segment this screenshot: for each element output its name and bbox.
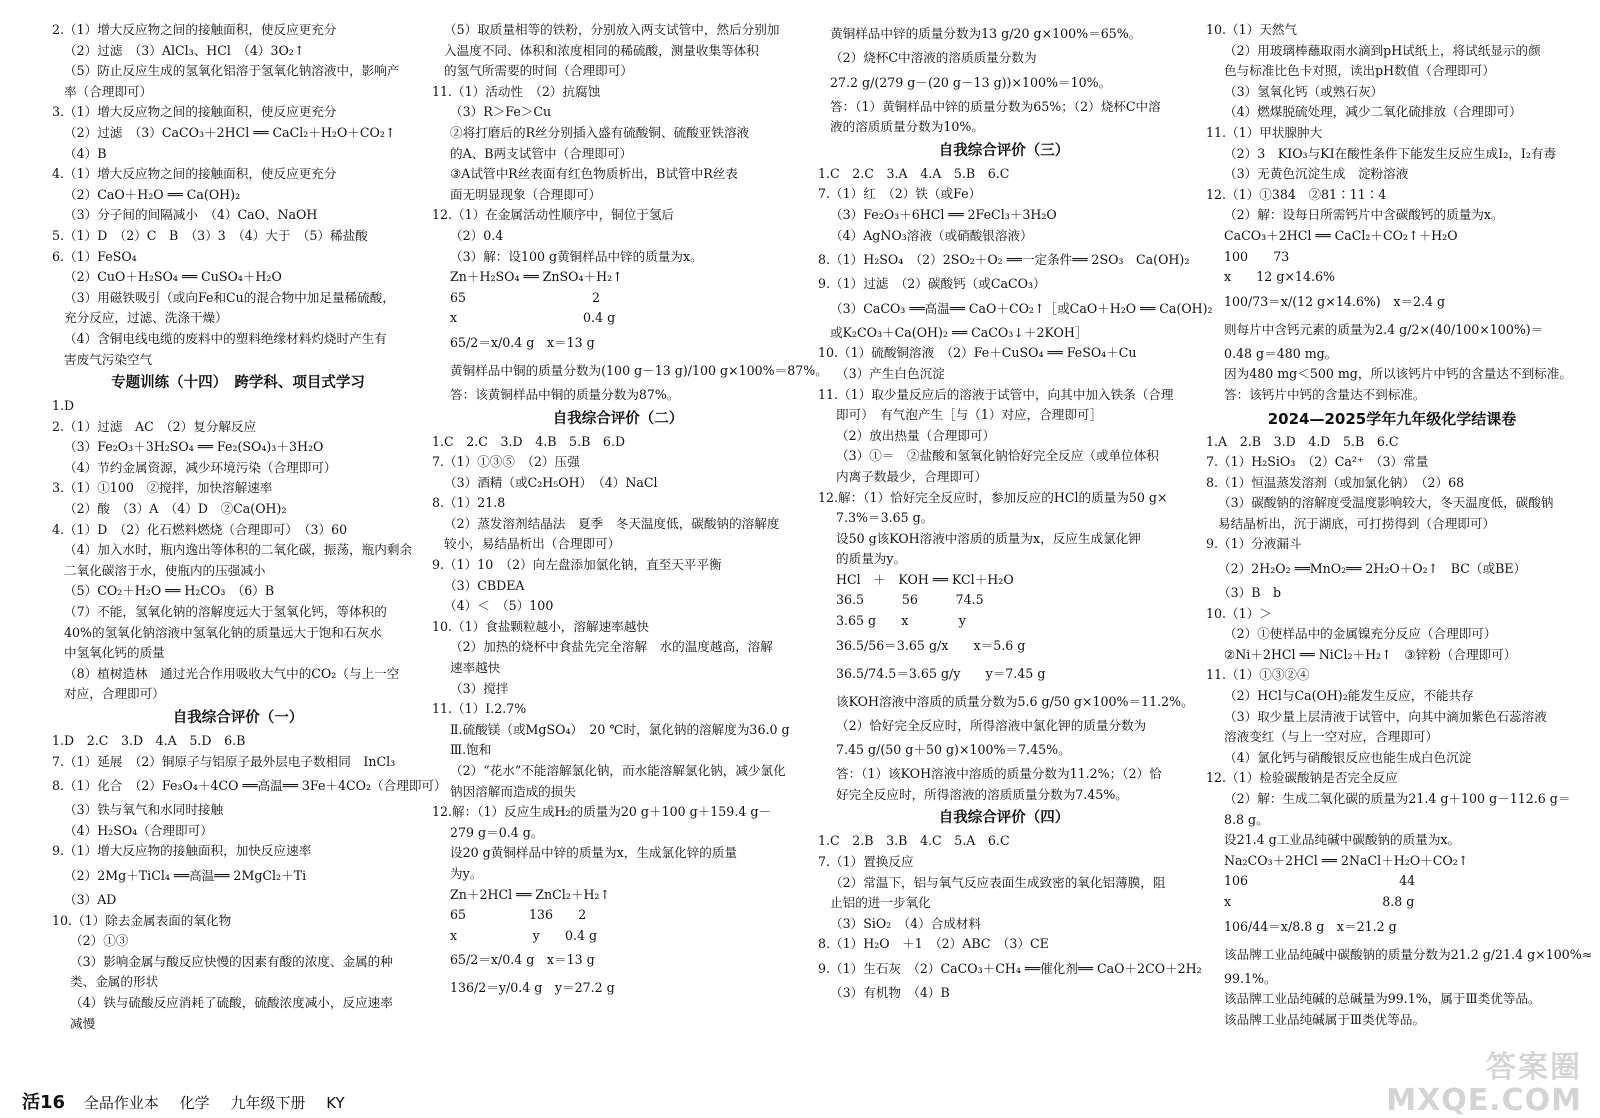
answer-line: （2）恰好完全反应时，所得溶液中氯化钾的质量分数为 (836, 717, 1147, 733)
answer-line: 136/2＝y/0.4 g y＝27.2 g (450, 980, 615, 996)
answer-line: （3）影响金属与酸反应快慢的因素有酸的浓度、金属的种 (70, 953, 393, 969)
answer-line: （3）Fe₂O₃＋6HCl ══ 2FeCl₃＋3H₂O (830, 206, 1057, 222)
answer-line: 8.（1）21.8 (432, 495, 506, 511)
answer-line: 10.（1）食盐颗粒越小，溶解速率越快 (432, 618, 649, 634)
answer-line: 3.（1）①100 ②搅拌，加快溶解速率 (52, 480, 273, 496)
answer-line: （2）0.4 (450, 227, 504, 243)
answer-line: 2.（1）增大反应物之间的接触面积，使反应更充分 (52, 22, 337, 37)
answer-line: 11.（1）取少量反应后的溶液于试管中，向其中加入铁条（合理 (818, 386, 1174, 402)
answer-line: （4）节约金属资源，减少环境污染（合理即可） (64, 459, 337, 475)
answer-line: 钠因溶解而造成的损失 (450, 783, 576, 799)
answer-line: 9.（1）分液漏斗 (1206, 536, 1302, 552)
answer-line: 该品牌工业品纯碱属于Ⅲ类优等品。 (1224, 1011, 1426, 1027)
answer-line: （2）“花水”不能溶解氯化钠，而水能溶解氯化钠，减少氯化 (450, 763, 786, 778)
answer-line: 类、金属的形状 (70, 974, 159, 990)
answer-line: Zn＋H₂SO₄ ══ ZnSO₄＋H₂↑ (450, 269, 623, 285)
answer-line: 65 136 2 (450, 907, 587, 923)
answer-line: （4）氯化钙与硝酸银反应也能生成白色沉淀 (1224, 749, 1472, 765)
answer-line: （5）CO₂＋H₂O ══ H₂CO₃ （6）B (64, 583, 275, 599)
answer-line: （2）CuO＋H₂SO₄ ══ CuSO₄＋H₂O (64, 269, 282, 285)
answer-line: 12.（1）①384 ②81∶11∶4 (1206, 186, 1387, 202)
answer-line: 106 44 (1224, 873, 1416, 889)
answer-line: ②Ni＋2HCl ══ NiCl₂＋H₂↑ ③锌粉（合理即可） (1224, 646, 1517, 662)
answer-line: 7.（1）红 （2）铁（或Fe） (818, 186, 982, 202)
answer-line: 8.8 g。 (1224, 811, 1269, 827)
answer-line: 6.（1）FeSO₄ (52, 248, 137, 264)
watermark-text: 答案圈 (1486, 1050, 1582, 1085)
section-heading: 专题训练（十四） 跨学科、项目式学习 (111, 375, 365, 392)
answer-line: 40%的氢氧化钠溶液中氢氧化钠的质量远大于饱和石灰水 (64, 624, 382, 640)
answer-line: 溶液变红（与上一空对应，合理即可） (1224, 729, 1439, 745)
answer-line: （5）防止反应生成的氢氧化铝溶于氢氧化钠溶液中，影响产 (64, 63, 400, 79)
answer-line: 设50 g该KOH溶液中溶质的质量为x，反应生成氯化钾 (836, 530, 1141, 546)
answer-line: 害废气污染空气 (64, 351, 153, 367)
answer-line: 中氢氧化钙的质量 (64, 645, 165, 661)
answer-line: （3）搅拌 (450, 680, 509, 696)
answer-line: 12.解：（1）反应生成H₂的质量为20 g＋100 g＋159.4 g－ (432, 804, 771, 820)
answer-line: 4.（1）增大反应物之间的接触面积，使反应更充分 (52, 166, 337, 182)
grade-label: 九年级下册 (230, 1094, 306, 1112)
section-heading: 自我综合评价（一） (172, 710, 304, 726)
answer-line: 12.解：（1）恰好完全反应时，参加反应的HCl的质量为50 g× (818, 489, 1168, 505)
answer-line: 的质量为y。 (836, 551, 907, 567)
answer-line: 入温度不同、体积和浓度相同的稀硫酸，测量收集等体积 (444, 42, 759, 58)
edition-label: KY (326, 1094, 345, 1112)
answer-line: （7）不能，氢氧化钠的溶解度远大于氢氧化钙，等体积的 (64, 604, 387, 620)
answer-line: 好完全反应时，所得溶液的溶质质量分数为7.45%。 (836, 786, 1128, 802)
answer-line: （3）①＝ ②盐酸和氢氧化钠恰好完全反应（或单位体积 (836, 448, 1159, 464)
answer-line: 100/73＝x/(12 g×14.6%) x＝2.4 g (1224, 293, 1446, 309)
answer-line: 11.（1）活动性 （2）抗腐蚀 (432, 83, 601, 99)
answer-line: Ⅲ.饱和 (450, 742, 492, 758)
answer-line: （3）CBDEA (444, 577, 525, 593)
answer-line: ③A试管中R丝表面有红色物质析出，B试管中R丝表 (450, 166, 738, 182)
answer-line: （2）CaO＋H₂O ══ Ca(OH)₂ (64, 186, 241, 202)
answer-line: （2）①使样品中的金属镍充分反应（合理即可） (1224, 626, 1497, 642)
section-heading: 2024—2025学年九年级化学结课卷 (1267, 409, 1517, 428)
answer-line: 279 g＝0.4 g。 (450, 824, 544, 840)
answer-line: CaCO₃＋2HCl ══ CaCl₂＋CO₂↑＋H₂O (1224, 227, 1458, 243)
answer-line: 12.（1）检验碳酸钠是否完全反应 (1206, 770, 1398, 786)
answer-line: 答：（1）黄铜样品中锌的质量分数为65%；（2）烧杯C中溶 (830, 98, 1161, 114)
answer-line: 答：该黄铜样品中铜的质量分数为87%。 (450, 386, 680, 402)
answer-line: （2）过滤 （3）CaCO₃＋2HCl ══ CaCl₂＋H₂O＋CO₂↑ (64, 124, 396, 140)
answer-line: （2）放出热量（合理即可） (836, 427, 996, 443)
answer-line: 色与标准比色卡对照，读出pH数值（合理即可） (1224, 63, 1495, 79)
answer-line: 9.（1）10 （2）向左盘添加氯化钠，直至天平平衡 (432, 557, 722, 573)
answer-line: 易结晶析出，沉于湖底，可打捞得到（合理即可） (1218, 515, 1496, 531)
section-heading: 自我综合评价（四） (938, 810, 1070, 827)
section-heading: 自我综合评价（二） (552, 410, 684, 427)
answer-line: （2）2Mg＋TiCl₄ ══高温══ 2MgCl₂＋Ti (64, 867, 307, 883)
answer-line: 因为480 mg＜500 mg，所以该钙片中钙的含量达不到标准。 (1224, 366, 1572, 382)
answer-line: 7.（1）H₂Si̇O₃ （2）Ca²⁺ （3）常量 (1206, 454, 1429, 470)
answer-line: （4）燃煤脱硫处理，减少二氧化硫排放（合理即可） (1224, 104, 1522, 120)
answer-line: 率（合理即可） (64, 83, 153, 99)
answer-line: x 12 g×14.6% (1224, 269, 1335, 285)
section-heading: 自我综合评价（三） (938, 142, 1070, 159)
answer-line: 11.（1）Ⅰ.2.7% (432, 701, 527, 717)
answer-line: 9.（1）生石灰 （2）CaCO₃＋CH₄ ══催化剂══ CaO＋2CO＋2H₂ (818, 961, 1202, 976)
answer-line: （4）H₂SO₄（合理即可） (64, 822, 213, 838)
answer-line: 36.5/74.5＝3.65 g/y y＝7.45 g (836, 665, 1046, 681)
answer-line: 27.2 g/(279 g－(20 g－13 g))×100%＝10%。 (830, 74, 1112, 90)
answer-line: 1.C 2.C 3.A 4.A 5.B 6.C (818, 165, 1010, 181)
answer-line: 即可） 有气泡产生［与（1）对应，合理即可］ (836, 407, 1103, 423)
answer-line: 1.A 2.B 3.D 4.D 5.B 6.C (1206, 433, 1399, 449)
answer-line: （3）有机物 （4）B (830, 985, 950, 1000)
answer-line: 的A、B两支试管中（合理即可） (450, 145, 633, 161)
answer-line: 较小，易结晶析出（合理即可） (444, 536, 621, 552)
answer-line: HCl ＋ KOH ══ KCl＋H₂O (836, 571, 1014, 587)
answer-line: 10.（1）＞ (1206, 605, 1272, 621)
answer-line: （2）解：设每日所需钙片中含碳酸钙的质量为x。 (1224, 207, 1504, 223)
answer-line: （3）碳酸钠的溶解度受温度影响较大，冬天温度低，碳酸钠 (1218, 495, 1554, 511)
answer-line: （2）解：生成二氧化碳的质量为21.4 g＋100 g－112.6 g＝ (1224, 791, 1571, 806)
answer-line: （3）酒精（或C₂H₅OH） （4）NaCl (444, 474, 658, 490)
answer-line: 1.C 2.C 3.D 4.B 5.B 6.D (432, 433, 626, 449)
answer-line: （2）①③ (70, 933, 129, 949)
answer-line: （2）常温下，铝与氧气反应表面生成致密的氧化铝薄膜，阻 (830, 874, 1166, 890)
answer-line: （3）CaCO₃ ══高温══ CaO＋CO₂↑［或CaO＋H₂O ══ Ca(OH)₂ (830, 300, 1213, 316)
answer-line: 7.45 g/(50 g＋50 g)×100%＝7.45%。 (836, 742, 1071, 758)
answer-line: （3）解：设100 g黄铜样品中锌的质量为x。 (450, 248, 703, 264)
answer-line: （2）用玻璃棒蘸取雨水滴到pH试纸上，将试纸显示的颜 (1224, 42, 1541, 58)
answer-line: 9.（1）增大反应物的接触面积，加快反应速率 (52, 843, 312, 859)
answer-line: （2）HCl与Ca(OH)₂能发生反应，不能共存 (1224, 688, 1474, 704)
answer-line: （3）R＞Fe＞Cu (450, 104, 552, 120)
answer-line: （4）铁与硫酸反应消耗了硫酸，硫酸浓度减小，反应速率 (70, 994, 393, 1010)
answer-line: Na₂CO₃＋2HCl ══ 2NaCl＋H₂O＋CO₂↑ (1224, 852, 1469, 868)
answer-line: 5.（1）D （2）C B （3）3 （4）大于 （5）稀盐酸 (52, 227, 368, 243)
answer-line: 7.（1）①③⑤ （2）压强 (432, 454, 580, 470)
answer-line: 36.5 56 74.5 (836, 592, 984, 608)
answer-line: 36.5/56＝3.65 g/x x＝5.6 g (836, 637, 1026, 653)
page-number: 活16 (22, 1092, 66, 1113)
answer-line: （3）AD (64, 891, 117, 907)
answer-line: 7.（1）置换反应 (818, 854, 914, 870)
answer-line: 为y。 (450, 865, 483, 881)
answer-line: 65/2＝x/0.4 g x＝13 g (450, 952, 595, 968)
answer-line: 速率越快 (450, 660, 501, 676)
answer-line: （3）取少量上层清液于试管中，向其中滴加紫色石蕊溶液 (1224, 708, 1547, 724)
answer-line: （5）取质量相等的铁粉，分别放入两支试管中，然后分别加 (444, 22, 780, 37)
answer-line: x 0.4 g (450, 310, 616, 326)
answer-line: 设21.4 g工业品纯碱中碳酸钠的质量为x。 (1224, 832, 1461, 848)
answer-line: 7.3%＝3.65 g。 (836, 510, 934, 526)
answer-line: （2）3 KIO₃与KI在酸性条件下能发生反应生成I₂，I₂有毒 (1224, 145, 1557, 161)
answer-line: 4.（1）D （2）化石燃料燃烧（合理即可） （3）60 (52, 521, 348, 537)
answer-line: 3.（1）增大反应物之间的接触面积，使反应更充分 (52, 104, 337, 120)
answer-line: 12.（1）在金属活动性顺序中，铜位于氢后 (432, 207, 675, 223)
answer-line: （2）过滤 （3）AlCl₃、HCl （4）3O₂↑ (64, 42, 305, 58)
answer-line: （2）加热的烧杯中食盐先完全溶解 水的温度越高，溶解 (450, 639, 773, 655)
page-footer (22, 1088, 361, 1114)
column-1 (52, 20, 447, 1034)
answer-line: 充分反应，过滤、洗涤干燥） (64, 310, 228, 326)
answer-line: 二氧化碳溶于水，使瓶内的压强减小 (64, 562, 266, 578)
answer-line: 10.（1）除去金属表面的氧化物 (52, 912, 232, 928)
answer-line: 8.（1）恒温蒸发溶剂（或加氯化钠） （2）68 (1206, 474, 1465, 490)
answer-line: （3）无黄色沉淀生成 淀粉溶液 (1224, 166, 1409, 182)
answer-line: 面无明显现象（合理即可） (450, 186, 602, 202)
answer-line: 11.（1）①③②④ (1206, 667, 1310, 683)
answer-line: 7.（1）延展 （2）铜原子与铝原子最外层电子数相同 InCl₃ (52, 753, 396, 769)
answer-line: 减慢 (70, 1015, 96, 1031)
column-2 (432, 20, 828, 1002)
answer-line: 黄铜样品中锌的质量分数为13 g/20 g×100%＝65%。 (830, 26, 1142, 41)
answer-line: （4）加入水时，瓶内逸出等体积的二氧化碳，振荡，瓶内剩余 (64, 542, 413, 558)
answer-line: （3）产生白色沉淀 (836, 365, 945, 381)
answer-line: 1.D (52, 398, 75, 414)
answer-line: 液的溶质质量分数为10%。 (830, 119, 984, 135)
answer-line: 内离子数最少，合理即可） (836, 468, 988, 484)
answer-line: Zn＋2HCl ══ ZnCl₂＋H₂↑ (450, 886, 611, 902)
answer-line: （3）铁与氧气和水同时接触 (64, 802, 224, 818)
book-title: 全品作业本 (83, 1094, 159, 1112)
answer-line: 8.（1）H₂SO₄ （2）2SO₂＋O₂ ══一定条件══ 2SO₃ Ca(OH)₂ (818, 252, 1190, 268)
answer-line: 则每片中含钙元素的质量为2.4 g/2×(40/100×100%)＝ (1224, 321, 1544, 337)
answer-line: 止铝的进一步氧化 (830, 895, 931, 911)
answer-line: 100 73 (1224, 248, 1290, 264)
column-3 (818, 20, 1213, 1004)
answer-line: 3.65 g x y (836, 613, 966, 629)
watermark-url: MXQE.COM (1386, 1083, 1582, 1118)
watermark-logo (1386, 1042, 1582, 1116)
answer-line: 的氢气所需要的时间（合理即可） (444, 63, 633, 79)
answer-line: ②将打磨后的R丝分别插入盛有硫酸铜、硫酸亚铁溶液 (450, 124, 750, 140)
answer-line: 2.（1）过滤 AC （2）复分解反应 (52, 418, 257, 434)
answer-line: （3）Si̇O₂ （4）合成材料 (830, 915, 982, 931)
answer-line: （2）2H₂O₂ ══MnO₂══ 2H₂O＋O₂↑ BC（或BE） (1218, 561, 1527, 577)
answer-line: 答：（1）该KOH溶液中溶质的质量分数为11.2%；（2）恰 (836, 766, 1162, 782)
answer-line: （3）Fe₂O₃＋3H₂SO₄ ══ Fe₂(SO₄)₃＋3H₂O (64, 439, 324, 455)
answer-line: （4）AgNO₃溶液（或硝酸银溶液） (830, 227, 1033, 243)
answer-line: x y 0.4 g (450, 927, 598, 943)
answer-line: （2）烧杯C中溶液的溶质质量分数为 (830, 50, 1037, 65)
column-4 (1206, 20, 1593, 1030)
answer-line: 或K₂CO₃＋Ca(OH)₂ ══ CaCO₃↓＋2KOH］ (830, 324, 1088, 340)
answer-line: （2）酸 （3）A （4）D ②Ca(OH)₂ (64, 501, 287, 517)
answer-line: x 8.8 g (1224, 893, 1415, 909)
answer-line: 0.48 g＝480 mg。 (1224, 345, 1338, 361)
answer-line: 设20 g黄铜样品中锌的质量为x，生成氯化锌的质量 (450, 845, 738, 861)
answer-line: 1.C 2.B 3.B 4.C 5.A 6.C (818, 833, 1010, 849)
answer-line: （3）氢氧化钙（或熟石灰） (1224, 83, 1384, 99)
answer-line: （4）B (64, 145, 107, 161)
answer-line: （3）B b (1218, 585, 1282, 601)
answer-line: 8.（1）H₂O ＋1 （2）ABC （3）CE (818, 936, 1049, 952)
answer-line: 11.（1）甲状腺肿大 (1206, 124, 1323, 140)
answer-line: 9.（1）过滤 （2）碳酸钙（或CaCO₃） (818, 276, 1046, 292)
answer-line: 该品牌工业品纯碱中碳酸钠的质量分数为21.2 g/21.4 g×100%≈ (1224, 946, 1593, 962)
answer-line: 10.（1）天然气 (1206, 22, 1298, 37)
answer-line: 65 2 (450, 289, 600, 305)
answer-line: 1.D 2.C 3.D 4.A 5.D 6.B (52, 733, 246, 748)
answer-line: （4）含铜电线电缆的废料中的塑料绝缘材料灼烧时产生有 (64, 330, 387, 346)
answer-line: 对应，合理即可） (64, 686, 165, 702)
answer-line: （2）蒸发溶剂结晶法 夏季 冬天温度低，碳酸钠的溶解度 (444, 515, 780, 531)
answer-line: （3）用磁铁吸引（或向Fe和Cu的混合物中加足量稀硫酸， (64, 289, 395, 305)
answer-line: 黄铜样品中铜的质量分数为(100 g－13 g)/100 g×100%＝87%。 (450, 362, 828, 378)
answer-line: 该品牌工业品纯碱的总碱量为99.1%，属于Ⅲ类优等品。 (1224, 991, 1541, 1007)
answer-line: 答：该钙片中钙的含量达不到标准。 (1224, 386, 1426, 402)
answer-line: 8.（1）化合 （2）Fe₃O₄＋4CO ══高温══ 3Fe＋4CO₂（合理即可） (52, 778, 447, 794)
answer-line: 65/2＝x/0.4 g x＝13 g (450, 334, 595, 350)
subject-label: 化学 (179, 1094, 210, 1112)
answer-line: 106/44＝x/8.8 g x＝21.2 g (1224, 918, 1397, 934)
answer-line: Ⅱ.硫酸镁（或MgSO₄） 20 ℃时，氯化钠的溶解度为36.0 g (450, 721, 790, 737)
answer-line: （8）植树造林 通过光合作用吸收大气中的CO₂（与上一空 (64, 665, 400, 681)
answer-line: 该KOH溶液中溶质的质量分数为5.6 g/50 g×100%＝11.2%。 (836, 693, 1194, 709)
answer-line: 99.1%。 (1224, 970, 1277, 986)
answer-line: （4）＜ （5）100 (444, 598, 554, 614)
answer-line: （3）分子间的间隔减小 （4）CaO、NaOH (64, 207, 318, 223)
answer-line: 10.（1）硫酸铜溶液 （2）Fe＋CuSO₄ ══ FeSO₄＋Cu (818, 345, 1137, 361)
